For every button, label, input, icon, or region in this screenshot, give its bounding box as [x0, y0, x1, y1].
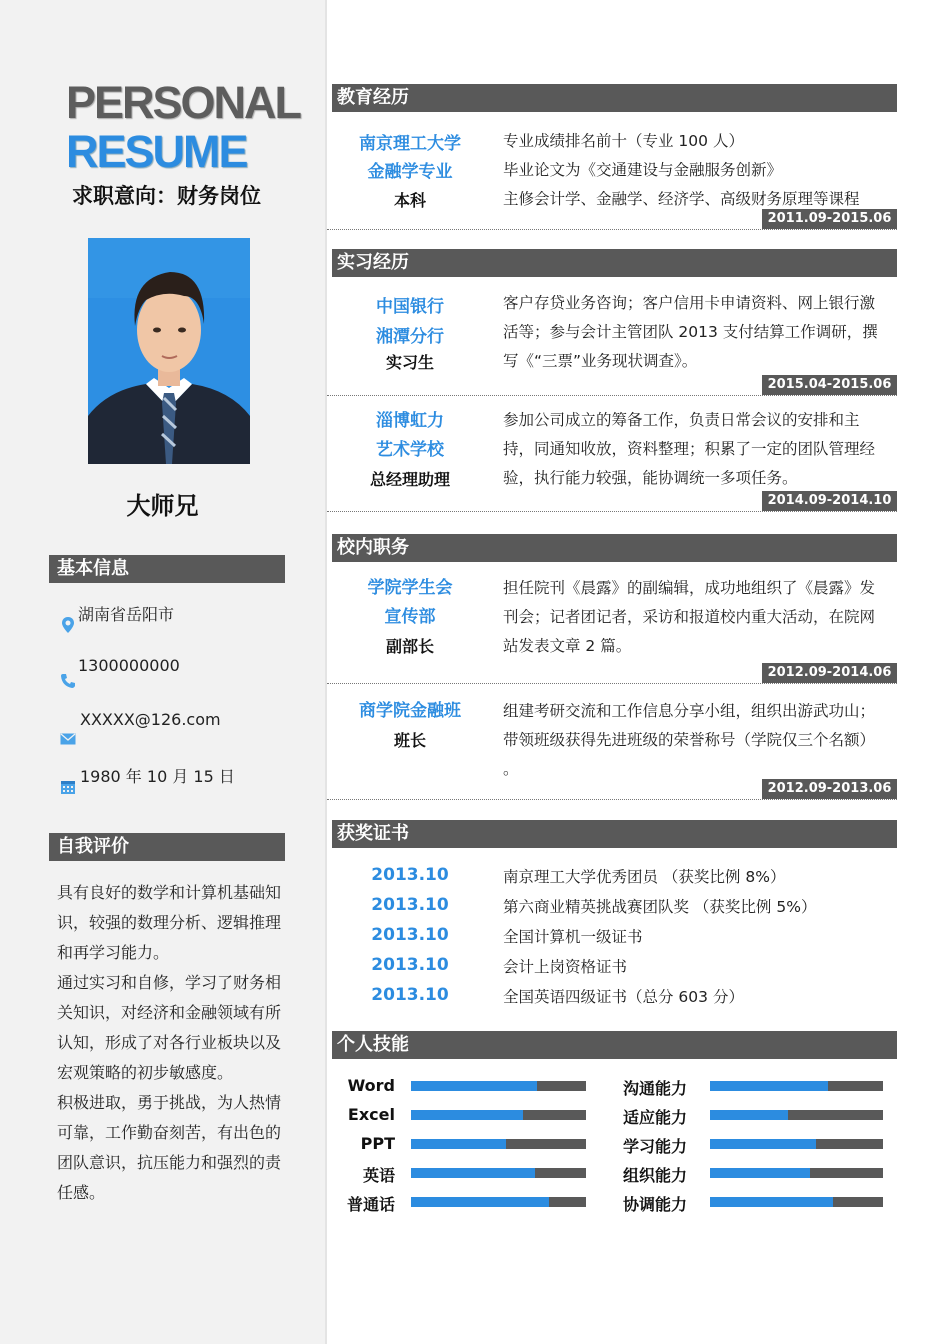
internship-section-title [329, 249, 897, 277]
skill-bar-track [710, 1110, 883, 1120]
education-degree: 本科 [393, 191, 426, 210]
skill-bar-fill [411, 1139, 506, 1149]
internship-period-1: 2015.04-2015.06 [762, 375, 897, 395]
campus-detail-line: 站发表文章 2 篇。 [503, 637, 632, 655]
education-detail-line: 主修会计学、金融学、经济学、高级财务原理等课程 [503, 190, 860, 208]
contact-email-text: XXXXX@126.com [80, 710, 221, 729]
internship-detail-line: 验，执行能力较强，能协调统一多项任务。 [503, 469, 798, 487]
award-date: 2013.10 [371, 955, 449, 975]
education-detail-line: 专业成绩排名前十（专业 100 人） [503, 132, 744, 150]
skill-label: 协调能力 [623, 1195, 688, 1214]
education-period: 2011.09-2015.06 [762, 209, 897, 229]
resume-title-personal: PERSONAL [66, 77, 301, 128]
campus-org-2 [330, 697, 490, 755]
campus-detail-line: 刊会；记者团记者，采访和报道校内重大活动，在院网 [503, 608, 876, 626]
skill-bar-track [710, 1139, 883, 1149]
skill-label: 学习能力 [623, 1137, 688, 1156]
campus-period-1: 2012.09-2014.06 [762, 663, 897, 683]
internship-org-1 [330, 292, 490, 374]
campus-title-text: 校内职务 [337, 537, 409, 558]
skill-bar-fill [411, 1197, 549, 1207]
skill-label: 普通话 [346, 1195, 395, 1214]
education-org [330, 130, 490, 216]
internship-details-1 [503, 289, 893, 376]
skill-bar-track [710, 1081, 883, 1091]
contact-location [60, 602, 300, 642]
skills-title-text: 个人技能 [337, 1034, 409, 1055]
mail-icon [60, 730, 78, 748]
self-evaluation-paragraph: 通过实习和自修，学习了财务相关知识，对经济和金融领域有所认知，形成了对各行业板块以及宏观策略的初步敏感度。 [57, 973, 282, 1082]
self-evaluation-title: 自我评价 [49, 833, 285, 861]
skill-label: 组织能力 [623, 1166, 688, 1185]
internship-detail-line: 活等；参与会计主管团队 2013 支付结算工作调研，撰 [503, 323, 878, 341]
award-text: 第六商业精英挑战赛团队奖 （获奖比例 5%） [503, 898, 817, 916]
campus-org-1-dept: 宣传部 [384, 607, 436, 627]
campus-detail-line: 担任院刊《晨露》的副编辑，成功地组织了《晨露》发 [503, 579, 876, 597]
internship-period-2: 2014.09-2014.10 [762, 491, 897, 511]
internship-org-2-branch: 艺术学校 [376, 440, 444, 460]
internship-title-text: 实习经历 [337, 252, 409, 273]
contact-birthday [60, 764, 300, 804]
calendar-icon [60, 779, 78, 797]
skill-bar-fill [411, 1081, 537, 1091]
contact-birthday-text: 1980 年 10 月 15 日 [80, 767, 235, 786]
campus-org-1 [330, 574, 490, 662]
profile-photo-illustration [88, 238, 250, 464]
award-text: 全国计算机一级证书 [503, 928, 643, 946]
internship-detail-line: 参加公司成立的筹备工作，负责日常会议的安排和主 [503, 411, 860, 429]
internship-divider-1 [327, 395, 897, 396]
contact-email [60, 710, 300, 750]
skills-section-title [329, 1031, 897, 1059]
campus-org-2-role: 班长 [393, 731, 426, 750]
award-date: 2013.10 [371, 865, 449, 885]
skill-bar-fill [411, 1168, 535, 1178]
internship-org-1-role: 实习生 [385, 353, 434, 372]
internship-detail-line: 持，同通知收放，资料整理；积累了一定的团队管理经 [503, 440, 876, 458]
resume-title-resume: RESUME [66, 126, 247, 177]
education-title-text: 教育经历 [337, 87, 409, 108]
campus-org-1-name: 学院学生会 [367, 578, 453, 598]
campus-detail-line: 组建考研交流和工作信息分享小组，组织出游武功山； [503, 702, 876, 720]
skill-bar-track [411, 1110, 586, 1120]
awards-title-text: 获奖证书 [337, 823, 409, 844]
internship-org-2 [330, 407, 490, 494]
skill-bar-track [411, 1081, 586, 1091]
internship-org-1-branch: 湘潭分行 [376, 327, 444, 347]
award-date: 2013.10 [371, 895, 449, 915]
campus-divider-1 [327, 683, 897, 684]
award-text: 南京理工大学优秀团员 （获奖比例 8%） [503, 868, 786, 886]
location-pin-icon [60, 616, 78, 634]
internship-detail-line: 写《“三票”业务现状调查》。 [503, 352, 698, 370]
skill-bar-track [411, 1139, 586, 1149]
skill-label: Word [347, 1076, 395, 1095]
education-major: 金融学专业 [367, 162, 453, 182]
skill-bar-fill [710, 1110, 788, 1120]
campus-org-1-role: 副部长 [385, 637, 434, 656]
award-date: 2013.10 [371, 985, 449, 1005]
award-text: 全国英语四级证书（总分 603 分） [503, 988, 744, 1006]
education-details [503, 127, 893, 214]
self-evaluation-paragraph: 积极进取，勇于挑战，为人热情可靠，工作勤奋刻苦，有出色的团队意识，抗压能力和强烈的责任感。 [57, 1093, 282, 1202]
skill-bar-track [411, 1197, 586, 1207]
skill-label: 沟通能力 [623, 1079, 688, 1098]
education-school: 南京理工大学 [359, 134, 461, 154]
education-detail-line: 毕业论文为《交通建设与金融服务创新》 [503, 161, 783, 179]
skill-label: PPT [360, 1134, 395, 1153]
education-section-title [329, 84, 897, 112]
campus-section-title [329, 534, 897, 562]
skill-bar-fill [411, 1110, 523, 1120]
award-text: 会计上岗资格证书 [503, 958, 628, 976]
education-divider [327, 229, 897, 230]
award-date: 2013.10 [371, 925, 449, 945]
campus-details-1 [503, 574, 893, 661]
internship-org-1-name: 中国银行 [376, 297, 444, 317]
contact-location-text: 湖南省岳阳市 [78, 605, 175, 624]
self-evaluation-text [57, 878, 282, 1208]
skill-label: Excel [347, 1105, 395, 1124]
phone-icon [60, 673, 78, 691]
campus-period-2: 2012.09-2013.06 [762, 779, 897, 799]
internship-divider-2 [327, 511, 897, 512]
skill-label: 英语 [362, 1166, 395, 1185]
job-target: 求职意向：财务岗位 [72, 184, 261, 208]
campus-org-2-name: 商学院金融班 [359, 701, 461, 721]
skill-label: 适应能力 [623, 1108, 688, 1127]
campus-detail-line: 带领班级获得先进班级的荣誉称号（学院仅三个名额） [503, 731, 876, 749]
campus-detail-line: 。 [503, 760, 519, 778]
skill-bar-track [710, 1197, 883, 1207]
profile-photo [88, 238, 250, 464]
internship-details-2 [503, 406, 893, 493]
contact-phone [60, 656, 300, 696]
awards-section-title [329, 820, 897, 848]
contact-phone-text: 1300000000 [78, 656, 180, 675]
internship-org-2-name: 淄博虹力 [376, 411, 444, 431]
skill-bar-track [411, 1168, 586, 1178]
internship-org-2-role: 总经理助理 [369, 470, 450, 489]
skill-bar-fill [710, 1139, 816, 1149]
sidebar-divider [325, 0, 327, 1344]
internship-detail-line: 客户存贷业务咨询；客户信用卡申请资料、网上银行激 [503, 294, 876, 312]
basic-info-title: 基本信息 [49, 555, 285, 583]
self-evaluation-paragraph: 具有良好的数学和计算机基础知识，较强的数理分析、逻辑推理和再学习能力。 [57, 883, 282, 962]
skill-bar-fill [710, 1168, 810, 1178]
skill-bar-fill [710, 1197, 833, 1207]
campus-details-2 [503, 697, 893, 784]
campus-divider-2 [327, 799, 897, 800]
skill-bar-fill [710, 1081, 828, 1091]
candidate-name: 大师兄 [126, 492, 199, 520]
skill-bar-track [710, 1168, 883, 1178]
